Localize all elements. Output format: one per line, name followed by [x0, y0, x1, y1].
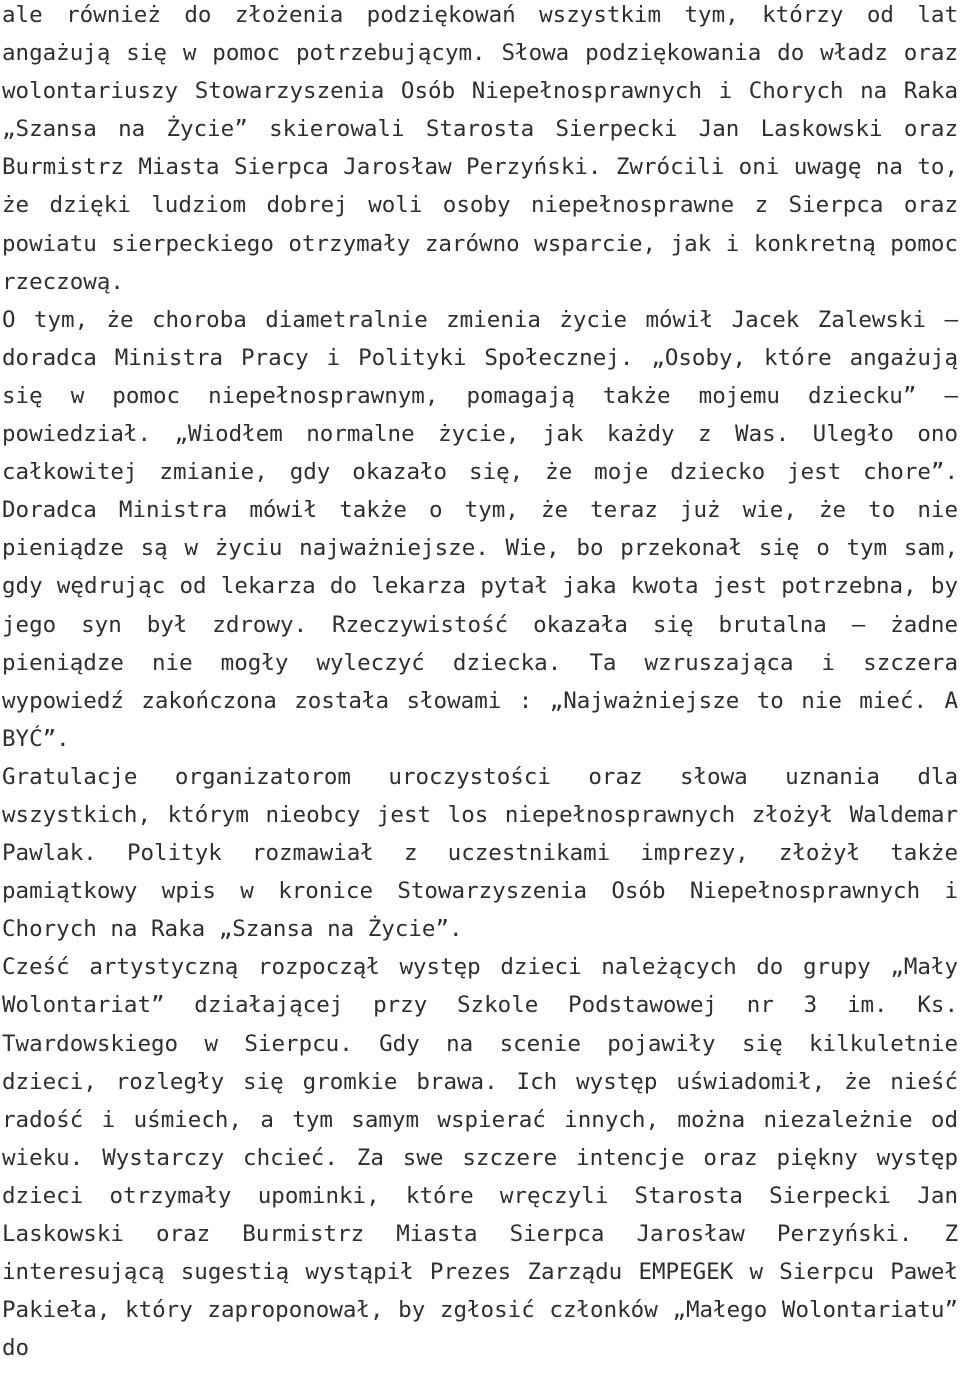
article-paragraph-3: Gratulacje organizatorom uroczystości oraz słowa uznania dla wszystkich, którym nieobcy jest los niepełnosprawnych złożył Waldemar Pawlak. Polityk rozmawiał z uczestnikami imprezy, złożył także pamiątkowy wpis w kronice Stowarzyszenia Osób Niepełnosprawnych i Chorych na Raka „Szansa na Życie”. — [2, 763, 958, 943]
article-paragraph-2: O tym, że choroba diametralnie zmienia życie mówił Jacek Zalewski – doradca Ministra Pracy i Polityki Społecznej. „Osoby, które angażują się w pomoc niepełnosprawnym, pomagają także mojemu dziecku” – powiedział. „Wiodłem normalne życie, jak każdy z Was. Uległo ono całkowitej zmianie, gdy okazało się, że moje dziecko jest chore”. Doradca Ministra mówił także o tym, że teraz już wie, że to nie pieniądze są w życiu najważniejsze. Wie, bo przekonał się o tym sam, gdy wędrując od lekarza do lekarza pytał jaka kwota jest potrzebna, by jego syn był zdrowy. Rzeczywistość okazała się brutalna – żadne pieniądze nie mogły wyleczyć dziecka. Ta wzruszająca i szczera wypowiedź zakończona została słowami : „Najważniejsze to nie mieć. A BYĆ”. — [2, 306, 958, 752]
article-paragraph-1: ale również do złożenia podziękowań wszystkim tym, którzy od lat angażują się w pomoc potrzebującym. Słowa podziękowania do władz oraz wolontariuszy Stowarzyszenia Osób Niepełnosprawnych i Chorych na Raka „Szansa na Życie” skierowali Starosta Sierpecki Jan Laskowski oraz Burmistrz Miasta Sierpca Jarosław Perzyński. Zwrócili oni uwagę na to, że dzięki ludziom dobrej woli osoby niepełnosprawne z Sierpca oraz powiatu sierpeckiego otrzymały zarówno wsparcie, jak i konkretną pomoc rzeczową. — [2, 2, 958, 295]
article-paragraph-4: Cześć artystyczną rozpoczął występ dzieci należących do grupy „Mały Wolontariat” działającej przy Szkole Podstawowej nr 3 im. Ks. Twardowskiego w Sierpcu. Gdy na scenie pojawiły się kilkuletnie dzieci, rozległy się gromkie brawa. Ich występ uświadomił, że nieść radość i uśmiech, a tym samym wspierać innych, można niezależnie od wieku. Wystarczy chcieć. Za swe szczere intencje oraz piękny występ dzieci otrzymały upominki, które wręczyli Starosta Sierpecki Jan Laskowski oraz Burmistrz Miasta Sierpca Jarosław Perzyński. Z interesującą sugestią wystąpił Prezes Zarządu EMPEGEK w Sierpcu Paweł Pakieła, który zaproponował, by zgłosić członków „Małego Wolontariatu” do — [2, 954, 958, 1362]
